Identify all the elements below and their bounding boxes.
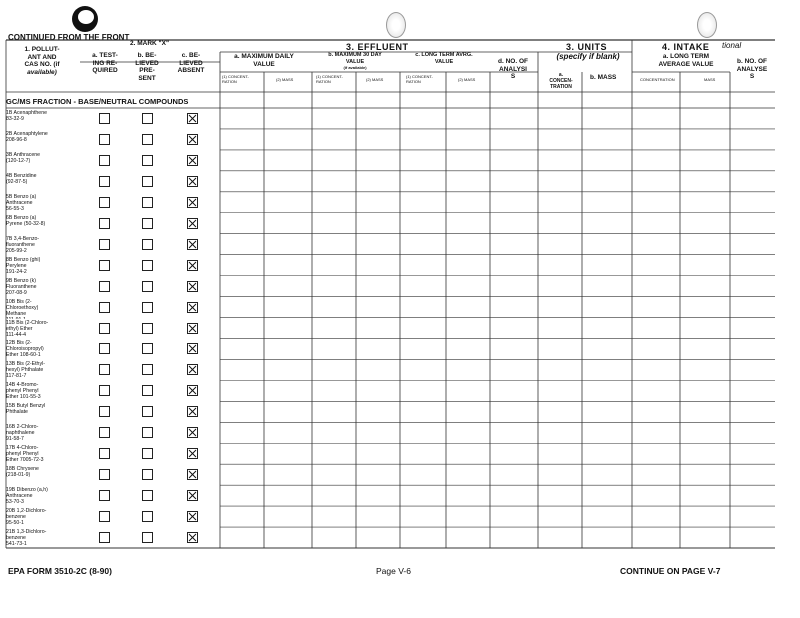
x-mark-icon [188, 428, 197, 437]
pollutant-label-line: 13B Bis (2-Ethyl- [6, 361, 45, 368]
pollutant-label-line: 11B Bis (2-Chloro- [6, 319, 49, 326]
believed-present-checkbox[interactable] [142, 532, 153, 543]
pollutant-label-line: 117-81-7 [6, 373, 27, 380]
pollutant-label-line: Ether 101-55-3 [6, 394, 41, 401]
testing-required-checkbox[interactable] [99, 260, 110, 271]
x-mark-icon [188, 177, 197, 186]
units-title: 3. UNITS [566, 42, 608, 52]
believed-absent-checkbox[interactable] [187, 364, 198, 375]
pollutant-label-line: Fluoranthene [6, 283, 37, 290]
testing-required-checkbox[interactable] [99, 323, 110, 334]
pollutant-label-line: 4B Benzidine [6, 172, 37, 179]
testing-required-checkbox[interactable] [99, 155, 110, 166]
believed-absent-checkbox[interactable] [187, 469, 198, 480]
x-mark-icon [188, 156, 197, 165]
believed-present-checkbox[interactable] [142, 427, 153, 438]
believed-absent-checkbox[interactable] [187, 134, 198, 145]
believed-present-checkbox[interactable] [142, 197, 153, 208]
x-mark-icon [188, 282, 197, 291]
pollutant-label-line: 12B Bis (2- [6, 340, 32, 347]
pollutant-label-line: benzene [6, 514, 26, 521]
pollutant-label-line: 53-70-3 [6, 499, 24, 506]
header-line: 1. POLLUT- [24, 46, 60, 53]
header-line: VALUE [253, 60, 275, 68]
believed-present-checkbox[interactable] [142, 511, 153, 522]
pollutant-label-line: phenyl Phenyl [6, 388, 39, 395]
believed-present-checkbox[interactable] [142, 469, 153, 480]
pollutant-label [6, 466, 80, 486]
pollutant-label [6, 110, 80, 130]
pollutant-label-line: 18B Chrysene [6, 466, 39, 473]
continued-label: CONTINUED FROM THE FRONT [8, 33, 130, 42]
pollutant-label [6, 529, 80, 549]
units-subtitle: (specify if blank) [556, 52, 620, 61]
testing-required-checkbox[interactable] [99, 176, 110, 187]
header-line: a. TEST- [92, 52, 118, 59]
effluent-b-concentration: (1) CONCENT- RATION [316, 74, 343, 84]
pollutant-label-line: Anthracene [6, 199, 33, 206]
believed-absent-checkbox[interactable] [187, 427, 198, 438]
header-line: PRE- [139, 67, 155, 74]
x-mark-icon [188, 533, 197, 542]
pollutant-label-line: Phthalate [6, 409, 28, 416]
believed-present-checkbox[interactable] [142, 260, 153, 271]
pollutant-label [6, 340, 80, 360]
continue-label: CONTINUE ON PAGE V-7 [620, 566, 721, 576]
header-line: CAS NO. (if [24, 61, 60, 68]
pollutant-label-line: (120-12-7) [6, 157, 31, 164]
pollutant-label-line: Pyrene (50-32-8) [6, 220, 46, 227]
header-line: b. BE- [137, 52, 157, 59]
testing-required-checkbox[interactable] [99, 239, 110, 250]
pollutant-label-line: 205-99-2 [6, 247, 27, 254]
pollutant-label-line: Methane [6, 310, 27, 317]
pollutant-label [6, 487, 80, 507]
pollutant-label-line: 2B Acenaphtylene [6, 130, 48, 137]
pollutant-label [6, 299, 80, 319]
believed-absent-checkbox[interactable] [187, 343, 198, 354]
pollutant-label-line: naphthalene [6, 430, 35, 437]
header-line: a. [558, 72, 564, 78]
believed-absent-checkbox[interactable] [187, 260, 198, 271]
x-mark-icon [188, 386, 197, 395]
pollutant-label-line [6, 317, 80, 319]
believed-absent-checkbox[interactable] [187, 385, 198, 396]
believed-absent-checkbox[interactable] [187, 113, 198, 124]
testing-required-checkbox[interactable] [99, 427, 110, 438]
pollutant-label-line: 56-55-3 [6, 205, 24, 212]
intake-mass: MASS [704, 77, 716, 82]
pollutant-label-line: Chloroethoxy) [6, 304, 39, 311]
x-mark-icon [188, 240, 197, 249]
believed-present-checkbox[interactable] [142, 176, 153, 187]
intake-optional-label: tional [722, 41, 742, 50]
effluent-a-mass: (2) MASS [276, 77, 294, 82]
x-mark-icon [188, 135, 197, 144]
pollutant-label-line: Anthracene [6, 493, 33, 500]
pollutant-label [6, 424, 80, 444]
effluent-b-mass: (2) MASS [366, 77, 384, 82]
testing-required-checkbox[interactable] [99, 343, 110, 354]
believed-absent-checkbox[interactable] [187, 448, 198, 459]
pollutant-label [6, 403, 80, 423]
believed-present-checkbox[interactable] [142, 385, 153, 396]
pollutant-label [6, 508, 80, 528]
believed-absent-checkbox[interactable] [187, 511, 198, 522]
pollutant-label-line: 95-50-1 [6, 520, 24, 527]
believed-present-checkbox[interactable] [142, 364, 153, 375]
pollutant-label-line: 111-44-4 [6, 331, 26, 338]
pollutant-label-line: 191-24-2 [6, 268, 27, 275]
pollutant-label-line: 10B Bis (2- [6, 298, 32, 305]
mark-x-heading: 2. MARK "X" [130, 40, 170, 47]
x-mark-icon [188, 449, 197, 458]
header-line: ANALYSI [499, 65, 527, 73]
pollutant-label [6, 152, 80, 172]
header-line: TRATION [550, 84, 572, 90]
believed-absent-checkbox[interactable] [187, 406, 198, 417]
section-title: GC/MS FRACTION - BASE/NEUTRAL COMPOUNDS [6, 97, 189, 106]
pollutant-label-line: benzene [6, 535, 26, 542]
believed-absent-checkbox[interactable] [187, 176, 198, 187]
pollutant-label-line: 16B 2-Chloro- [6, 424, 39, 431]
pollutant-label-line: 14B 4-Bromo- [6, 382, 39, 389]
pollutant-label [6, 278, 80, 298]
believed-present-checkbox[interactable] [142, 448, 153, 459]
pollutant-label-line: 9B Benzo (k) [6, 277, 36, 284]
pollutant-label-line: hexyl) Phthalate [6, 367, 44, 374]
header-line: AVERAGE VALUE [658, 60, 714, 68]
pollutant-label [6, 236, 80, 256]
pollutant-label-line: 20B 1,2-Dichloro- [6, 508, 47, 515]
pollutant-label-line: Ether 108-60-1 [6, 352, 41, 359]
intake-concentration: CONCENTRATION [640, 77, 675, 82]
x-mark-icon [188, 114, 197, 123]
pollutant-label [6, 194, 80, 214]
header-line: b. NO. OF [737, 58, 767, 65]
believed-absent-checkbox[interactable] [187, 302, 198, 313]
pollutant-label-line: 19B Dibenzo (a,h) [6, 487, 48, 494]
x-mark-icon [188, 470, 197, 479]
believed-absent-checkbox[interactable] [187, 532, 198, 543]
effluent-title: 3. EFFLUENT [346, 42, 409, 52]
believed-present-checkbox[interactable] [142, 113, 153, 124]
testing-required-checkbox[interactable] [99, 385, 110, 396]
intake-title: 4. INTAKE [662, 42, 710, 52]
believed-absent-checkbox[interactable] [187, 490, 198, 501]
header-line: c. BE- [181, 52, 201, 59]
believed-present-checkbox[interactable] [142, 218, 153, 229]
header-line: c. LONG TERM AVRG. [415, 52, 473, 58]
pollutant-label [6, 320, 80, 340]
pollutant-label-line: fluoranthene [6, 241, 35, 248]
pollutant-label-line: 7B 3,4-Benzo- [6, 235, 40, 242]
header-line: SENT [138, 74, 156, 82]
header-line: LIEVED [179, 59, 203, 67]
header-line: CONCEN- [549, 78, 573, 84]
believed-present-checkbox[interactable] [142, 281, 153, 292]
x-mark-icon [188, 324, 197, 333]
x-mark-icon [188, 365, 197, 374]
pollutant-label [6, 173, 80, 193]
testing-required-checkbox[interactable] [99, 469, 110, 480]
header-line: ANALYSE [736, 65, 768, 73]
testing-required-checkbox[interactable] [99, 113, 110, 124]
testing-required-checkbox[interactable] [99, 197, 110, 208]
effluent-a-concentration: (1) CONCENT- RATION [222, 74, 249, 84]
header-line: available) [27, 68, 57, 76]
testing-required-checkbox[interactable] [99, 134, 110, 145]
pollutant-label-line: 6B Benzo (a) [6, 214, 37, 221]
testing-required-checkbox[interactable] [99, 490, 110, 501]
header-line: (if available) [343, 65, 367, 70]
header-line: ING RE- [92, 59, 118, 67]
pollutant-label-line: 8B Benzo (ghi) [6, 256, 41, 263]
pollutant-label [6, 445, 80, 465]
pollutant-label-line: 17B 4-Chloro- [6, 445, 39, 452]
testing-required-checkbox[interactable] [99, 281, 110, 292]
header-line: b. MAXIMUM 30 DAY [328, 52, 382, 58]
believed-absent-checkbox[interactable] [187, 155, 198, 166]
x-mark-icon [188, 219, 197, 228]
believed-absent-checkbox[interactable] [187, 239, 198, 250]
testing-required-checkbox[interactable] [99, 406, 110, 417]
pollutant-label [6, 131, 80, 151]
header-line: S [510, 73, 516, 80]
pollutant-label-line: 207-08-9 [6, 289, 27, 296]
testing-required-checkbox[interactable] [99, 532, 110, 543]
pollutant-label-line: (92-87-5) [6, 178, 28, 185]
testing-required-checkbox[interactable] [99, 302, 110, 313]
pollutant-label-line: 15B Butyl Benzyl [6, 403, 46, 410]
believed-present-checkbox[interactable] [142, 406, 153, 417]
believed-present-checkbox[interactable] [142, 343, 153, 354]
units-mass-header: b. MASS [590, 74, 617, 81]
pollutant-label-line: 541-73-1 [6, 541, 27, 548]
testing-required-checkbox[interactable] [99, 218, 110, 229]
header-line: LIEVED [135, 59, 159, 67]
testing-required-checkbox[interactable] [99, 364, 110, 375]
pollutant-label-line: 83-32-9 [6, 116, 24, 122]
believed-absent-checkbox[interactable] [187, 281, 198, 292]
believed-present-checkbox[interactable] [142, 134, 153, 145]
believed-present-checkbox[interactable] [142, 490, 153, 501]
pollutant-label-line: 1B Acenaphthene [6, 110, 47, 116]
header-line: VALUE [434, 58, 454, 65]
pollutant-label [6, 361, 80, 381]
effluent-c-mass: (2) MASS [458, 77, 476, 82]
believed-absent-checkbox[interactable] [187, 323, 198, 334]
pollutant-label-line: 3B Anthracene [6, 151, 41, 158]
pollutant-label-line: 21B 1,3-Dichloro- [6, 529, 47, 536]
header-line: QUIRED [92, 67, 118, 74]
header-line: S [749, 73, 755, 80]
page-number: Page V-6 [376, 566, 411, 576]
header-line: VALUE [345, 58, 365, 65]
header-line: ANT AND [27, 53, 57, 61]
x-mark-icon [188, 344, 197, 353]
header-line: a. LONG TERM [662, 53, 710, 60]
pollutant-label-line: 91-58-7 [6, 436, 24, 443]
pollutant-label-line: Ether 7005-72-3 [6, 457, 44, 464]
header-line: d. NO. OF [498, 58, 528, 65]
x-mark-icon [188, 512, 197, 521]
believed-present-checkbox[interactable] [142, 323, 153, 334]
pollutant-label-line: Chloroisopropyl) [6, 346, 44, 353]
believed-present-checkbox[interactable] [142, 155, 153, 166]
believed-absent-checkbox[interactable] [187, 218, 198, 229]
header-line: a. MAXIMUM DAILY [234, 53, 294, 60]
pollutant-label-line: 5B Benzo (a) [6, 193, 37, 200]
header-line: ABSENT [177, 67, 205, 74]
x-mark-icon [188, 407, 197, 416]
testing-required-checkbox[interactable] [99, 511, 110, 522]
pollutant-label-line: phenyl Phenyl [6, 451, 39, 458]
pollutant-label [6, 382, 80, 402]
pollutant-label-line: (218-01-9) [6, 472, 31, 479]
form-number: EPA FORM 3510-2C (8-90) [8, 566, 112, 576]
x-mark-icon [188, 261, 197, 270]
believed-absent-checkbox[interactable] [187, 197, 198, 208]
pollutant-label [6, 257, 80, 277]
believed-present-checkbox[interactable] [142, 302, 153, 313]
pollutant-label-line: Perylene [6, 262, 27, 269]
pollutant-label-line: ethyl) Ether [6, 325, 33, 332]
x-mark-icon [188, 198, 197, 207]
believed-present-checkbox[interactable] [142, 239, 153, 250]
pollutant-label-line: 208-96-8 [6, 136, 27, 143]
testing-required-checkbox[interactable] [99, 448, 110, 459]
pollutant-label [6, 215, 80, 235]
x-mark-icon [188, 491, 197, 500]
x-mark-icon [188, 303, 197, 312]
effluent-c-concentration: (1) CONCENT- RATION [406, 74, 433, 84]
